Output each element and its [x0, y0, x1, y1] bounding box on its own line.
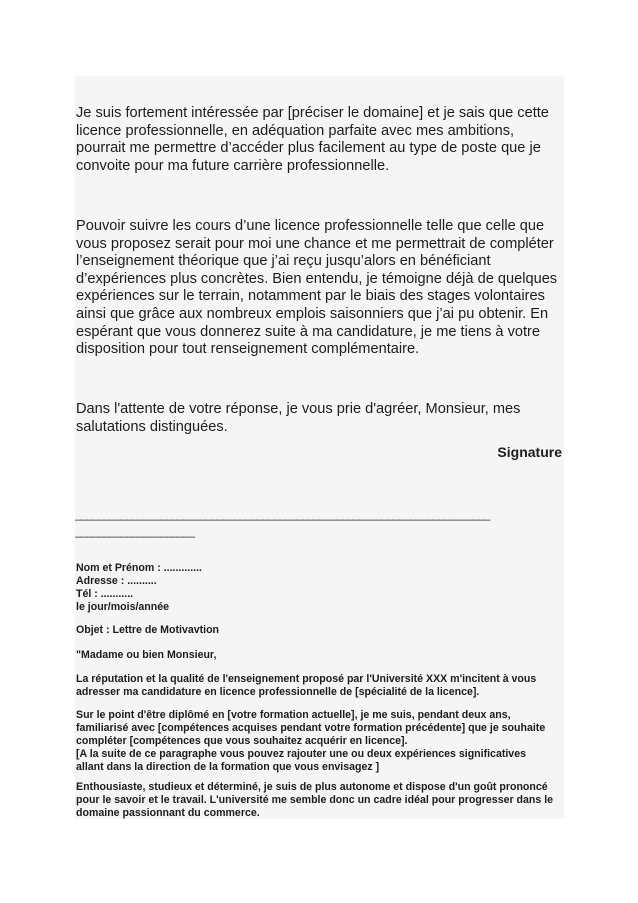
template-header: Nom et Prénom : ............. Adresse : .......... Tél : ........... le jour/mois/année [76, 562, 202, 613]
template-salutation: "Madame ou bien Monsieur, [76, 649, 217, 661]
template-paragraph-2: Sur le point d'être diplômé en [votre formation actuelle], je me suis, pendant deux ans, familiarisé avec [compétences acquises pendant votre formation précédente] que je souhaite compléter [compétences que vous souhaitez acquérir en licence]. [A la suite de ce paragraphe vous pouvez rajouter une ou deux expériences significatives allant dans la direction de la formation que vous envisagez ] [76, 709, 546, 773]
letter-paragraph-body: Pouvoir suivre les cours d’une licence professionnelle telle que celle que vous proposez serait pour moi une chance et me permettrait de compléter l’enseignement théorique que j’ai reçu jusqu’alors en bénéficiant d’expériences plus concrètes. Bien entendu, je témoigne déjà de quelques expériences sur le terrain, notamment par le biais des stages volontaires ainsi que grâce aux nombreux emplois saisonniers que j’ai pu obtenir. En espérant que vous donnerez suite à ma candidature, je me tiens à votre disposition pour tout renseignement complémentaire. [76, 218, 558, 358]
letter-paragraph-intro: Je suis fortement intéressée par [préciser le domaine] et je sais que cette licence professionnelle, en adéquation parfaite avec mes ambitions, pourrait me permettre d’accéder plus facilement au type de poste que je convoite pour ma future carrière professionnelle. [76, 105, 549, 174]
document-page [75, 76, 564, 819]
separator-line: _________________________________________________________________________ _____________________ [75, 507, 490, 538]
letter-paragraph-closing: Dans l'attente de votre réponse, je vous prie d'agréer, Monsieur, mes salutations distinguées. [76, 401, 521, 435]
template-paragraph-1: La réputation et la qualité de l'enseignement proposé par l'Université XXX m'incitent à vous adresser ma candidature en licence professionnelle de [spécialité de la licence]. [76, 673, 537, 698]
signature-label: Signature [497, 444, 562, 460]
template-object: Objet : Lettre de Motivavtion [76, 624, 220, 636]
template-paragraph-3: Enthousiaste, studieux et déterminé, je suis de plus autonome et dispose d'un goût prononcé pour le savoir et le travail. L'université me semble donc un cadre idéal pour progresser dans le domaine passionnant du commerce. [76, 781, 554, 819]
